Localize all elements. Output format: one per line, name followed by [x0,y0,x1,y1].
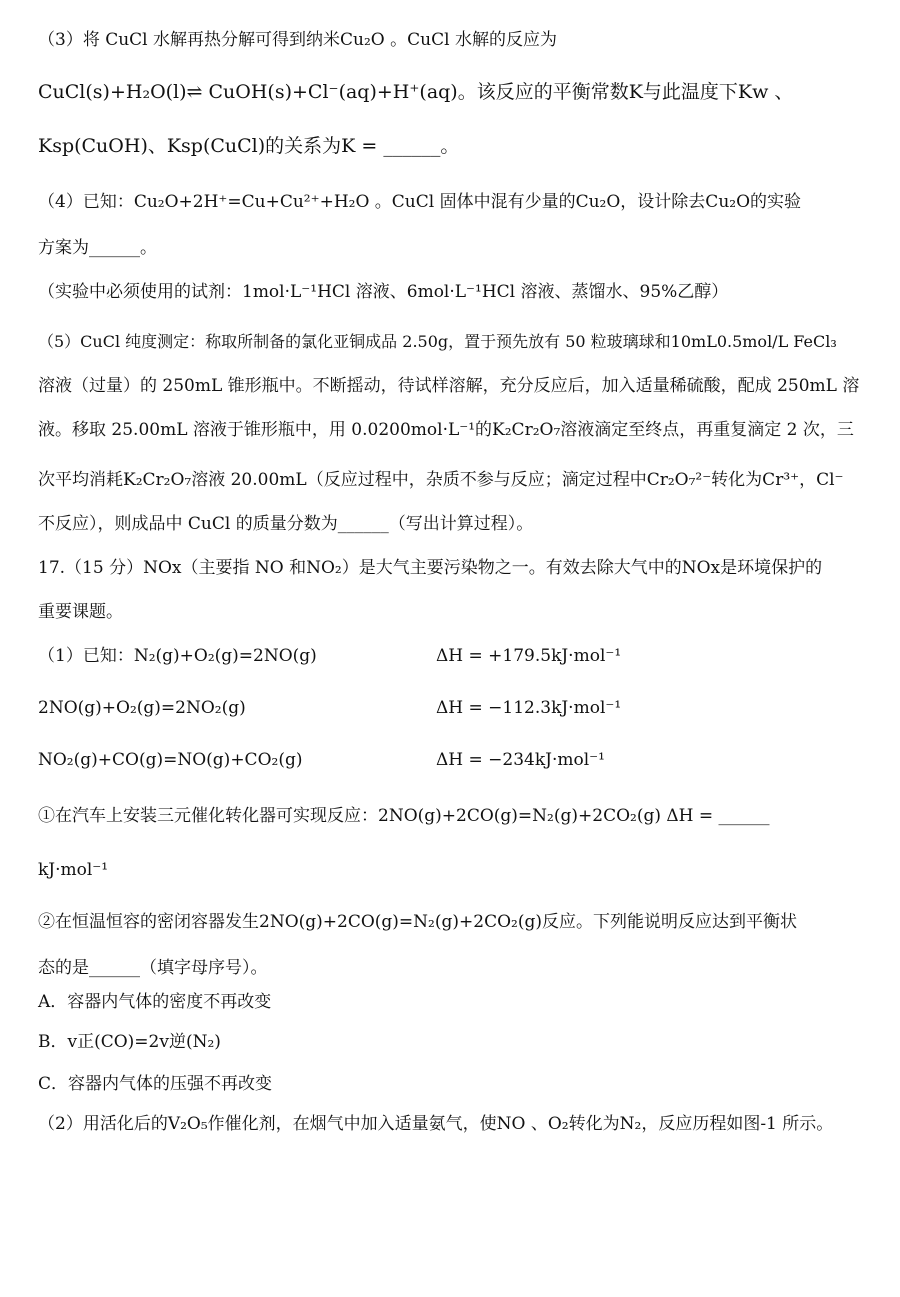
line-q4-known: （4）已知：Cu₂O+2H⁺=Cu+Cu²⁺+H₂O 。CuCl 固体中混有少量的Cu₂O，设计除去Cu₂O的实验 [38,192,802,212]
line-q17-intro: 17.（15 分）NOx（主要指 NO 和NO₂）是大气主要污染物之一。有效去除大气中的NOx是环境保护的 [38,558,823,578]
line-q4-reagents: （实验中必须使用的试剂：1mol·L⁻¹HCl 溶液、6mol·L⁻¹HCl 溶液、蒸馏水、95%乙醇） [38,282,729,302]
line-q1-catalytic: ①在汽车上安装三元催化转化器可实现反应：2NO(g)+2CO(g)=N₂(g)+2CO₂(g) ΔH = ______ [38,806,770,826]
line-q2-v2o5: （2）用活化后的V₂O₅作催化剂，在烟气中加入适量氨气，使NO 、O₂转化为N₂，反应历程如图-1 所示。 [38,1114,834,1134]
equation-no-o2: 2NO(g)+O₂(g)=2NO₂(g) [38,698,246,718]
line-cucl-hydrolysis-equation: CuCl(s)+H₂O(l)⇌ CuOH(s)+Cl⁻(aq)+H⁺(aq)。该反应的平衡常数K与此温度下Kw 、 [38,81,794,103]
option-a: A．容器内气体的密度不再改变 [38,992,272,1012]
line-q17-topic: 重要课题。 [38,602,123,622]
line-q5-titration: 液。移取 25.00mL 溶液于锥形瓶中，用 0.0200mol·L⁻¹的K₂Cr₂O₇溶液滴定至终点，再重复滴定 2 次，三 [38,420,854,440]
line-q5-purity: （5）CuCl 纯度测定：称取所制备的氯化亚铜成品 2.50g，置于预先放有 50 粒玻璃球和10mL0.5mol/L FeCl₃ [38,332,837,351]
line-q1-unit: kJ·mol⁻¹ [38,860,109,880]
enthalpy-no2-co: ΔH = −234kJ·mol⁻¹ [436,750,605,770]
line-eq-no2-co [38,748,880,772]
equation-no2-co: NO₂(g)+CO(g)=NO(g)+CO₂(g) [38,750,303,770]
line-eq-no-o2 [38,696,880,720]
enthalpy-no-o2: ΔH = −112.3kJ·mol⁻¹ [436,698,622,718]
line-q4-plan: 方案为______。 [38,238,157,258]
line-q2-equilibrium: ②在恒温恒容的密闭容器发生2NO(g)+2CO(g)=N₂(g)+2CO₂(g)反应。下列能说明反应达到平衡状 [38,912,797,932]
line-k-relation: Ksp(CuOH)、Ksp(CuCl)的关系为K = ______。 [38,135,460,157]
option-b: B．v正(CO)=2v逆(N₂) [38,1032,221,1052]
line-q5-flask: 溶液（过量）的 250mL 锥形瓶中。不断摇动，待试样溶解，充分反应后，加入适量稀硫酸，配成 250mL 溶 [38,376,860,396]
equation-n2-o2: （1）已知：N₂(g)+O₂(g)=2NO(g) [38,646,317,666]
line-q5-answer: 不反应），则成品中 CuCl 的质量分数为______（写出计算过程）。 [38,514,534,534]
line-q2-choose: 态的是______（填字母序号）。 [38,958,268,978]
line-q5-consumption: 次平均消耗K₂Cr₂O₇溶液 20.00mL（反应过程中，杂质不参与反应；滴定过程中Cr₂O₇²⁻转化为Cr³⁺，Cl⁻ [38,470,844,490]
enthalpy-n2-o2: ΔH = +179.5kJ·mol⁻¹ [436,646,622,666]
option-c: C．容器内气体的压强不再改变 [38,1074,273,1094]
line-eq-n2-o2 [38,644,880,668]
line-q3-intro: （3）将 CuCl 水解再热分解可得到纳米Cu₂O 。CuCl 水解的反应为 [38,30,557,50]
